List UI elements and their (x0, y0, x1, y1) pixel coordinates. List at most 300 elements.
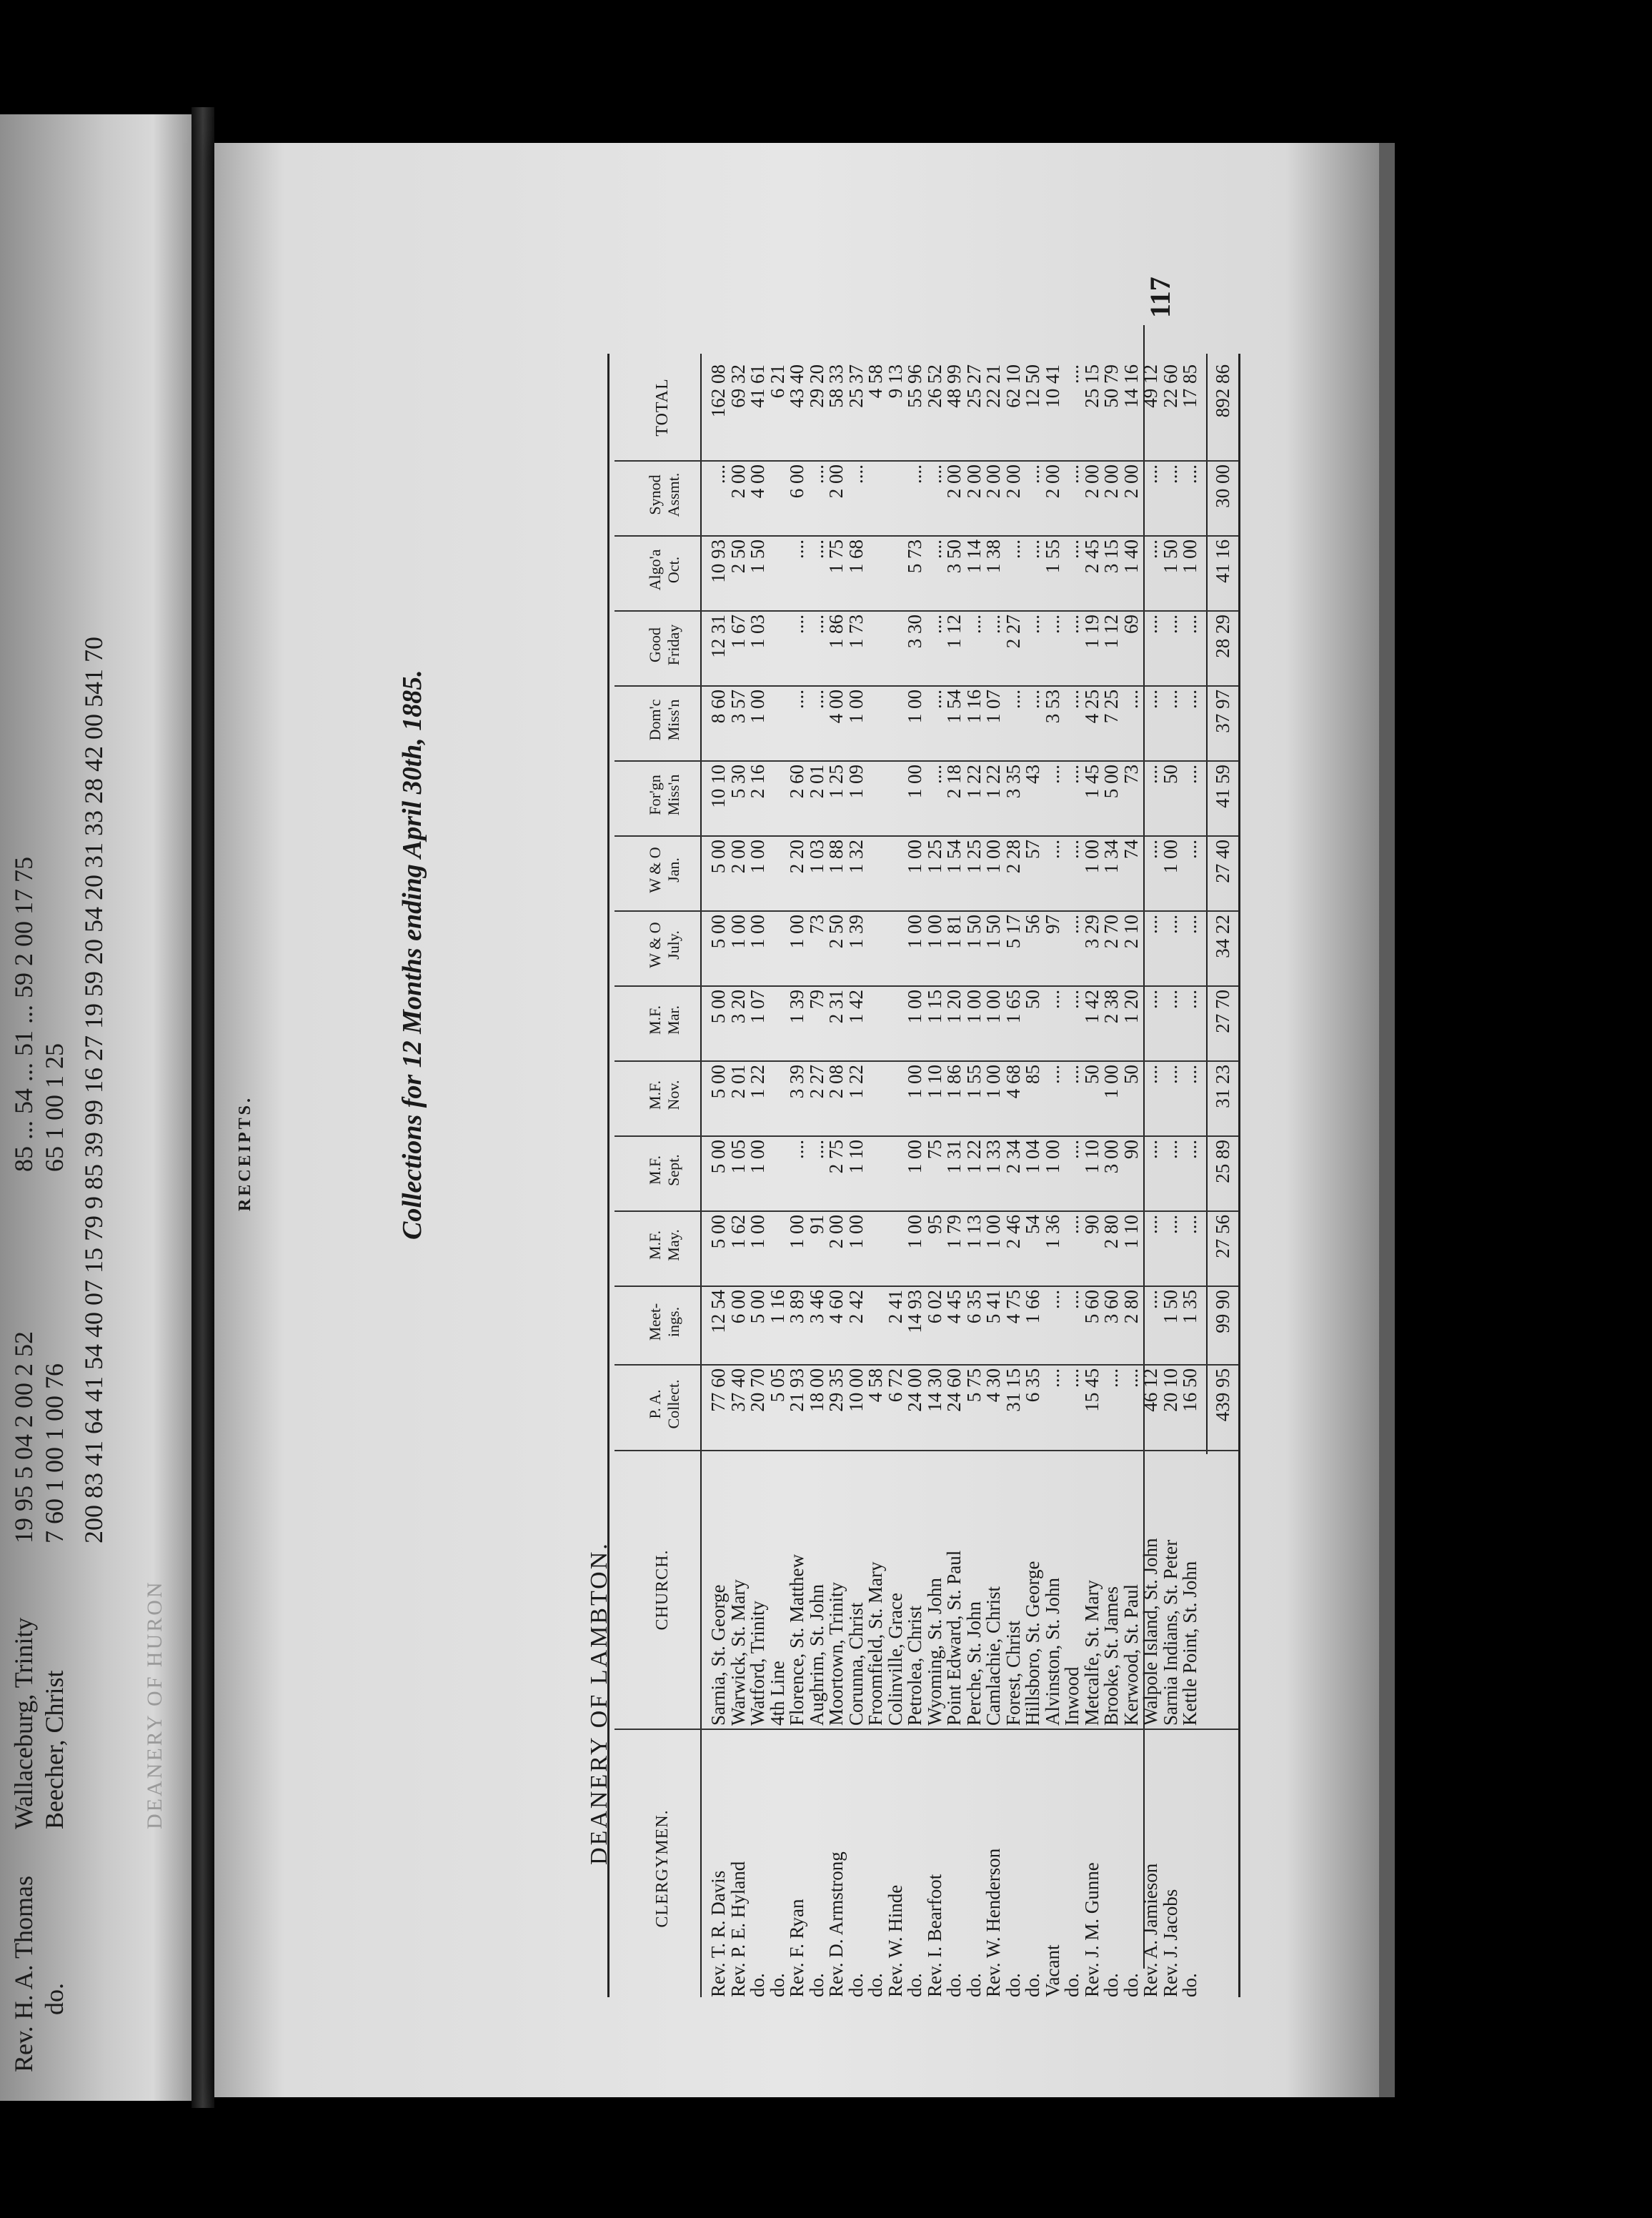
cell-total: 25 27 (962, 364, 985, 408)
header-church: CHURCH. (653, 1549, 672, 1631)
cell-mf-may: 95 (923, 1215, 945, 1234)
header-wo-july: July. (665, 930, 682, 960)
cell-domc: 3 57 (727, 690, 749, 724)
cell-clergymen: do. (845, 1973, 867, 1997)
cell-meetings: 6 35 (962, 1290, 985, 1324)
cell-synod: 2 00 (1120, 464, 1142, 499)
left-tail-1: 85 ... 54 ... 51 ... 59 2 00 17 75 (9, 857, 38, 1172)
left-clergyman-2: do. (40, 1983, 69, 2015)
cell-good-friday: .... (1140, 615, 1161, 634)
cell-pa: .... (1041, 1368, 1063, 1388)
cell-church: Corunna, Christ (845, 1602, 867, 1726)
cell-algoma: 1 50 (1159, 539, 1181, 574)
cell-wo-july: 73 (805, 915, 827, 934)
cell-total: 43 40 (786, 364, 807, 408)
cell-mf-nov: 4 68 (1002, 1065, 1024, 1099)
cell-synod: .... (1179, 464, 1200, 484)
cell-domc: .... (1002, 690, 1024, 709)
cell-wo-jan: .... (1179, 840, 1200, 859)
cell-domc: .... (1061, 690, 1083, 709)
cell-pa: 16 50 (1179, 1368, 1200, 1412)
cell-clergymen: do. (1100, 1973, 1122, 1997)
cell-church: Perche, St. John (962, 1601, 985, 1726)
cell-meetings: 4 45 (943, 1290, 965, 1324)
cell-mf-may: 1 00 (982, 1215, 1004, 1249)
cell-good-friday: 1 19 (1080, 615, 1103, 649)
total-algoma: 41 16 (1211, 539, 1233, 583)
left-clergyman-1: Rev. H. A. Thomas (9, 1876, 38, 2072)
cell-forgn: 2 60 (786, 765, 807, 799)
cell-wo-jan: 1 25 (962, 840, 985, 874)
cell-wo-july: 1 81 (943, 915, 965, 949)
cell-forgn: 50 (1159, 765, 1181, 784)
cell-clergymen: do. (865, 1973, 886, 1997)
cell-mf-sept: 1 22 (962, 1140, 985, 1174)
cell-clergymen: do. (962, 1973, 985, 1997)
total-forgn: 41 59 (1211, 765, 1233, 808)
cell-domc: 4 00 (825, 690, 847, 724)
cell-clergymen: do. (766, 1973, 788, 1997)
left-facing-page (0, 114, 191, 2101)
cell-good-friday: .... (923, 615, 945, 634)
cell-synod: 2 00 (1100, 464, 1122, 499)
cell-good-friday: 1 67 (727, 615, 749, 649)
cell-forgn: 5 30 (727, 765, 749, 799)
cell-mf-mar: 1 07 (747, 990, 768, 1024)
cell-clergymen: Rev. F. Ryan (786, 1899, 807, 1997)
cell-total: 41 61 (747, 364, 768, 408)
cell-pa: 37 40 (727, 1368, 749, 1412)
column-rule-synod (614, 535, 1238, 537)
column-rule-mf_may (614, 1285, 1238, 1287)
cell-forgn: .... (1179, 765, 1200, 784)
cell-wo-jan: 2 00 (727, 840, 749, 874)
cell-pa: 6 35 (1022, 1368, 1043, 1403)
cell-synod: .... (1022, 464, 1043, 484)
cell-forgn: 2 16 (747, 765, 768, 799)
cell-wo-jan: 1 00 (1159, 840, 1181, 874)
cell-mf-nov: 1 00 (904, 1065, 925, 1099)
cell-mf-sept: 1 10 (845, 1140, 867, 1174)
cell-mf-sept: 90 (1120, 1140, 1142, 1159)
cell-total: 58 33 (825, 364, 847, 408)
column-rule-church (614, 1729, 1238, 1730)
cell-domc: 7 25 (1100, 690, 1122, 724)
cell-pa: 4 30 (982, 1368, 1004, 1403)
cell-pa: 6 72 (884, 1368, 906, 1403)
cell-mf-mar: 50 (1022, 990, 1043, 1009)
cell-mf-nov: 1 22 (845, 1065, 867, 1099)
cell-mf-may: 54 (1022, 1215, 1043, 1234)
cell-mf-nov: .... (1179, 1065, 1200, 1084)
cell-meetings: .... (1061, 1290, 1083, 1309)
cell-mf-may: 1 79 (943, 1215, 965, 1249)
cell-meetings: 12 54 (707, 1290, 729, 1333)
cell-meetings: 1 50 (1159, 1290, 1181, 1324)
column-rule-domc (614, 760, 1238, 762)
cell-wo-jan: .... (1041, 840, 1063, 859)
cell-forgn: 73 (1120, 765, 1142, 784)
cell-mf-mar: 1 42 (1080, 990, 1103, 1024)
cell-pa: 5 75 (962, 1368, 985, 1403)
cell-total: 69 32 (727, 364, 749, 408)
cell-mf-mar: .... (1179, 990, 1200, 1009)
left-values-2: 7 60 1 00 1 00 76 (40, 1363, 69, 1543)
cell-mf-mar: 1 00 (962, 990, 985, 1024)
rotated-page-content (214, 143, 1379, 2097)
cell-domc: .... (805, 690, 827, 709)
header-mf-may: M.F. (646, 1230, 664, 1260)
cell-pa: 21 93 (786, 1368, 807, 1412)
cell-mf-may: 1 00 (747, 1215, 768, 1249)
cell-total: 49 12 (1140, 364, 1161, 408)
cell-mf-may: 1 00 (845, 1215, 867, 1249)
header-pa: Collect. (665, 1379, 682, 1429)
cell-mf-mar: 1 00 (904, 990, 925, 1024)
cell-forgn: .... (1041, 765, 1063, 784)
cell-clergymen: Vacant (1041, 1944, 1063, 1997)
cell-church: Hillsboro, St. George (1022, 1561, 1043, 1726)
cell-total: 17 85 (1179, 364, 1200, 408)
total-domc: 37 97 (1211, 690, 1233, 733)
cell-mf-nov: 1 86 (943, 1065, 965, 1099)
cell-algoma: .... (923, 539, 945, 559)
cell-clergymen: do. (1120, 1973, 1142, 1997)
total-synod: 30 00 (1211, 464, 1233, 508)
cell-pa: 15 45 (1080, 1368, 1103, 1412)
cell-church: Aughrim, St. John (805, 1583, 827, 1726)
cell-pa: 18 00 (805, 1368, 827, 1412)
cell-meetings: 14 93 (904, 1290, 925, 1333)
cell-wo-jan: 1 34 (1100, 840, 1122, 874)
cell-mf-may: 1 13 (962, 1215, 985, 1249)
cell-good-friday: 1 86 (825, 615, 847, 649)
cell-algoma: 3 50 (943, 539, 965, 574)
cell-algoma: .... (1022, 539, 1043, 559)
header-mf-nov: M.F. (646, 1080, 664, 1110)
cell-mf-sept: 2 34 (1002, 1140, 1024, 1174)
header-synod: Synod (646, 474, 664, 515)
cell-mf-mar: .... (1061, 990, 1083, 1009)
cell-wo-jan: 1 00 (904, 840, 925, 874)
cell-wo-july: 1 00 (786, 915, 807, 949)
cell-mf-nov: 2 01 (727, 1065, 749, 1099)
cell-mf-nov: 3 39 (786, 1065, 807, 1099)
cell-mf-nov: 1 55 (962, 1065, 985, 1099)
cell-domc: 1 00 (904, 690, 925, 724)
cell-mf-nov: .... (1140, 1065, 1161, 1084)
cell-algoma: .... (805, 539, 827, 559)
cell-good-friday: 12 31 (707, 615, 729, 658)
cell-wo-july: 1 50 (982, 915, 1004, 949)
cell-forgn: 1 22 (982, 765, 1004, 799)
cell-church: Watford, Trinity (747, 1601, 768, 1726)
cell-clergymen: do. (805, 1973, 827, 1997)
cell-meetings: 4 75 (1002, 1290, 1024, 1324)
cell-domc: .... (923, 690, 945, 709)
cell-forgn: 3 35 (1002, 765, 1024, 799)
cell-meetings: .... (1041, 1290, 1063, 1309)
cell-church: Camlachie, Christ (982, 1586, 1004, 1726)
cell-total: 6 21 (766, 364, 788, 399)
cell-mf-may: 1 62 (727, 1215, 749, 1249)
cell-mf-nov: .... (1159, 1065, 1181, 1084)
cell-wo-july: .... (1061, 915, 1083, 934)
cell-mf-nov: .... (1041, 1065, 1063, 1084)
cell-total: 22 21 (982, 364, 1004, 408)
header-domc: Miss'n (665, 699, 682, 741)
cell-mf-sept: 3 00 (1100, 1140, 1122, 1174)
cell-wo-july: 2 70 (1100, 915, 1122, 949)
cell-mf-nov: 50 (1080, 1065, 1103, 1084)
cell-wo-july: 2 10 (1120, 915, 1142, 949)
cell-total: 55 96 (904, 364, 925, 408)
cell-clergymen: Rev. I. Bearfoot (923, 1874, 945, 1997)
cell-meetings: 4 60 (825, 1290, 847, 1324)
cell-forgn: .... (1140, 765, 1161, 784)
header-mf-may: May. (665, 1229, 682, 1261)
cell-mf-mar: 3 20 (727, 990, 749, 1024)
cell-mf-may: .... (1179, 1215, 1200, 1234)
cell-church: 4th Line (766, 1661, 788, 1726)
cell-wo-july: 2 50 (825, 915, 847, 949)
cell-algoma: .... (1140, 539, 1161, 559)
cell-total: 25 15 (1080, 364, 1103, 408)
cell-total: 10 41 (1041, 364, 1063, 408)
cell-forgn: 1 45 (1080, 765, 1103, 799)
header-mf-nov: Nov. (665, 1080, 682, 1110)
header-wo-jan: W & O (646, 847, 664, 893)
header-pa: P. A. (646, 1389, 664, 1419)
cell-good-friday: .... (1061, 615, 1083, 634)
cell-meetings: 3 46 (805, 1290, 827, 1324)
header-good-friday: Friday (665, 624, 682, 666)
total-mf-mar: 27 70 (1211, 990, 1233, 1033)
cell-synod: 2 00 (727, 464, 749, 499)
cell-algoma: 1 50 (747, 539, 768, 574)
cell-wo-jan: 2 28 (1002, 840, 1024, 874)
cell-wo-jan: 1 25 (923, 840, 945, 874)
cell-mf-mar: 1 65 (1002, 990, 1024, 1024)
column-rule-forgn (614, 835, 1238, 837)
cell-mf-may: 1 10 (1120, 1215, 1142, 1249)
header-forgn: Miss'n (665, 774, 682, 816)
cell-mf-mar: 1 15 (923, 990, 945, 1024)
cell-total: 62 10 (1002, 364, 1024, 408)
cell-good-friday: 69 (1120, 615, 1142, 634)
cell-mf-nov: .... (1061, 1065, 1083, 1084)
cell-mf-mar: .... (1159, 990, 1181, 1009)
column-rule-good_friday (614, 685, 1238, 687)
cell-mf-sept: .... (1061, 1140, 1083, 1159)
cell-wo-jan: 1 00 (1080, 840, 1103, 874)
running-head: RECEIPTS. (236, 1095, 254, 1211)
header-algoma: Algo'a (646, 549, 664, 591)
cell-mf-mar: 1 42 (845, 990, 867, 1024)
cell-good-friday: .... (962, 615, 985, 634)
cell-mf-sept: 1 10 (1080, 1140, 1103, 1174)
total-pa: 439 95 (1211, 1368, 1233, 1422)
cell-church: Colinville, Grace (884, 1593, 906, 1726)
cell-forgn: .... (1061, 765, 1083, 784)
header-meetings: Meet- (646, 1303, 664, 1341)
cell-mf-sept: 1 31 (943, 1140, 965, 1174)
cell-domc: 1 07 (982, 690, 1004, 724)
cell-domc: .... (1140, 690, 1161, 709)
cell-clergymen: do. (1061, 1973, 1083, 1997)
cell-total: 48 99 (943, 364, 965, 408)
cell-meetings: 1 16 (766, 1290, 788, 1324)
cell-church: Wyoming, St. John (923, 1578, 945, 1726)
cell-wo-july: .... (1140, 915, 1161, 934)
column-rule-pa (614, 1450, 1238, 1451)
column-rule-total (614, 460, 1238, 462)
cell-wo-jan: 1 00 (747, 840, 768, 874)
cell-clergymen: do. (1022, 1973, 1043, 1997)
header-rule-bottom (700, 354, 702, 1997)
cell-wo-jan: 5 00 (707, 840, 729, 874)
cell-clergymen: Rev. A. Jamieson (1140, 1863, 1161, 1997)
cell-church: Kettle Point, St. John (1179, 1561, 1200, 1726)
cell-forgn: .... (923, 765, 945, 784)
page-number: 117 (1144, 277, 1176, 318)
cell-wo-jan: 2 20 (786, 840, 807, 874)
cell-good-friday: .... (786, 615, 807, 634)
cell-mf-may: 90 (1080, 1215, 1103, 1234)
cell-wo-jan: 1 54 (943, 840, 965, 874)
cell-synod: 2 00 (825, 464, 847, 499)
cell-pa: 5 05 (766, 1368, 788, 1403)
cell-forgn: 43 (1022, 765, 1043, 784)
cell-synod: 2 00 (1041, 464, 1063, 499)
header-rule-top (607, 354, 609, 1997)
cell-meetings: 5 00 (747, 1290, 768, 1324)
column-rule-mf_sept (614, 1210, 1238, 1212)
header-wo-july: W & O (646, 922, 664, 968)
cell-pa: 20 70 (747, 1368, 768, 1412)
cell-pa: 31 15 (1002, 1368, 1024, 1412)
cell-church: Alvinston, St. John (1041, 1577, 1063, 1726)
cell-meetings: 1 66 (1022, 1290, 1043, 1324)
column-rule-wo_jan (614, 910, 1238, 912)
cell-meetings: 1 35 (1179, 1290, 1200, 1324)
cell-synod: 6 00 (786, 464, 807, 499)
cell-synod: .... (805, 464, 827, 484)
cell-wo-july: 1 00 (747, 915, 768, 949)
cell-mf-mar: 1 20 (1120, 990, 1142, 1024)
cell-mf-sept: 1 00 (1041, 1140, 1063, 1174)
cell-domc: 3 53 (1041, 690, 1063, 724)
left-values-1: 19 95 5 04 2 00 2 52 (9, 1331, 38, 1543)
cell-mf-nov: 1 22 (747, 1065, 768, 1099)
header-algoma: Oct. (665, 556, 682, 584)
cell-pa: 20 10 (1159, 1368, 1181, 1412)
cell-mf-mar: 5 00 (707, 990, 729, 1024)
cell-mf-may: 2 46 (1002, 1215, 1024, 1249)
header-mf-sept: Sept. (665, 1154, 682, 1186)
total-good-friday: 28 29 (1211, 615, 1233, 658)
cell-good-friday: .... (1179, 615, 1200, 634)
page-edge (1379, 143, 1395, 2097)
header-meetings: ings. (665, 1306, 682, 1338)
cell-mf-mar: 1 20 (943, 990, 965, 1024)
cell-church: Inwood (1061, 1666, 1083, 1726)
cell-domc: 1 00 (747, 690, 768, 724)
cell-church: Metcalfe, St. Mary (1080, 1580, 1103, 1726)
cell-forgn: 1 00 (904, 765, 925, 799)
cell-pa: 14 30 (923, 1368, 945, 1412)
cell-domc: .... (786, 690, 807, 709)
cell-algoma: 2 50 (727, 539, 749, 574)
header-mf-mar: M.F. (646, 1005, 664, 1035)
total-total: 892 86 (1211, 364, 1233, 418)
cell-meetings: 6 02 (923, 1290, 945, 1324)
cell-church: Moortown, Trinity (825, 1581, 847, 1726)
table-bottom-rule (1238, 354, 1240, 1997)
cell-good-friday: .... (1159, 615, 1181, 634)
cell-wo-jan: 57 (1022, 840, 1043, 859)
cell-meetings: 6 00 (727, 1290, 749, 1324)
cell-clergymen: Rev. W. Henderson (982, 1848, 1004, 1997)
cell-mf-sept: .... (786, 1140, 807, 1159)
cell-mf-nov: 85 (1022, 1065, 1043, 1084)
cell-clergymen: Rev. D. Armstrong (825, 1851, 847, 1997)
left-church-1: Wallaceburg, Trinity (9, 1617, 38, 1829)
cell-mf-may: 2 00 (825, 1215, 847, 1249)
left-tail-2: 65 1 00 1 25 (40, 1043, 69, 1172)
cell-mf-sept: 5 00 (707, 1140, 729, 1174)
cell-clergymen: Rev. T. R. Davis (707, 1870, 729, 1997)
cell-algoma: 1 55 (1041, 539, 1063, 574)
cell-mf-sept: 1 33 (982, 1140, 1004, 1174)
cell-wo-jan: 1 88 (825, 840, 847, 874)
cell-mf-may: 5 00 (707, 1215, 729, 1249)
cell-good-friday: 1 12 (1100, 615, 1122, 649)
cell-total: 25 37 (845, 364, 867, 408)
column-rule-wo_july (614, 985, 1238, 987)
cell-church: Sarnia Indians, St. Peter (1159, 1539, 1181, 1726)
header-good-friday: Good (646, 627, 664, 662)
cell-clergymen: Rev. P. E. Hyland (727, 1861, 749, 1997)
cell-mf-may: 1 00 (904, 1215, 925, 1249)
cell-good-friday: 1 03 (747, 615, 768, 649)
header-mf-mar: Mar. (665, 1005, 682, 1035)
cell-domc: .... (1159, 690, 1181, 709)
total-wo-jan: 27 40 (1211, 840, 1233, 883)
cell-synod: 2 00 (982, 464, 1004, 499)
cell-algoma: .... (1002, 539, 1024, 559)
cell-algoma: 1 38 (982, 539, 1004, 574)
cell-clergymen: do. (943, 1973, 965, 1997)
cell-church: Froomfield, St. Mary (865, 1561, 886, 1726)
cell-mf-nov: 2 08 (825, 1065, 847, 1099)
cell-wo-july: 56 (1022, 915, 1043, 934)
cell-mf-may: 1 36 (1041, 1215, 1063, 1249)
cell-meetings: 3 89 (786, 1290, 807, 1324)
cell-domc: .... (1179, 690, 1200, 709)
header-wo-jan: Jan. (665, 857, 682, 882)
cell-forgn: 1 25 (825, 765, 847, 799)
cell-mf-mar: .... (1140, 990, 1161, 1009)
cell-wo-jan: 1 03 (805, 840, 827, 874)
header-forgn: For'gn (646, 775, 664, 815)
cell-mf-sept: 1 00 (904, 1140, 925, 1174)
collections-title: Collections for 12 Months ending April 30th, 1885. (397, 670, 427, 1240)
cell-meetings: 2 80 (1120, 1290, 1142, 1324)
header-total: TOTAL (653, 378, 672, 437)
cell-clergymen: Rev. J. M. Gunne (1080, 1862, 1103, 1997)
cell-total: 14 16 (1120, 364, 1142, 408)
